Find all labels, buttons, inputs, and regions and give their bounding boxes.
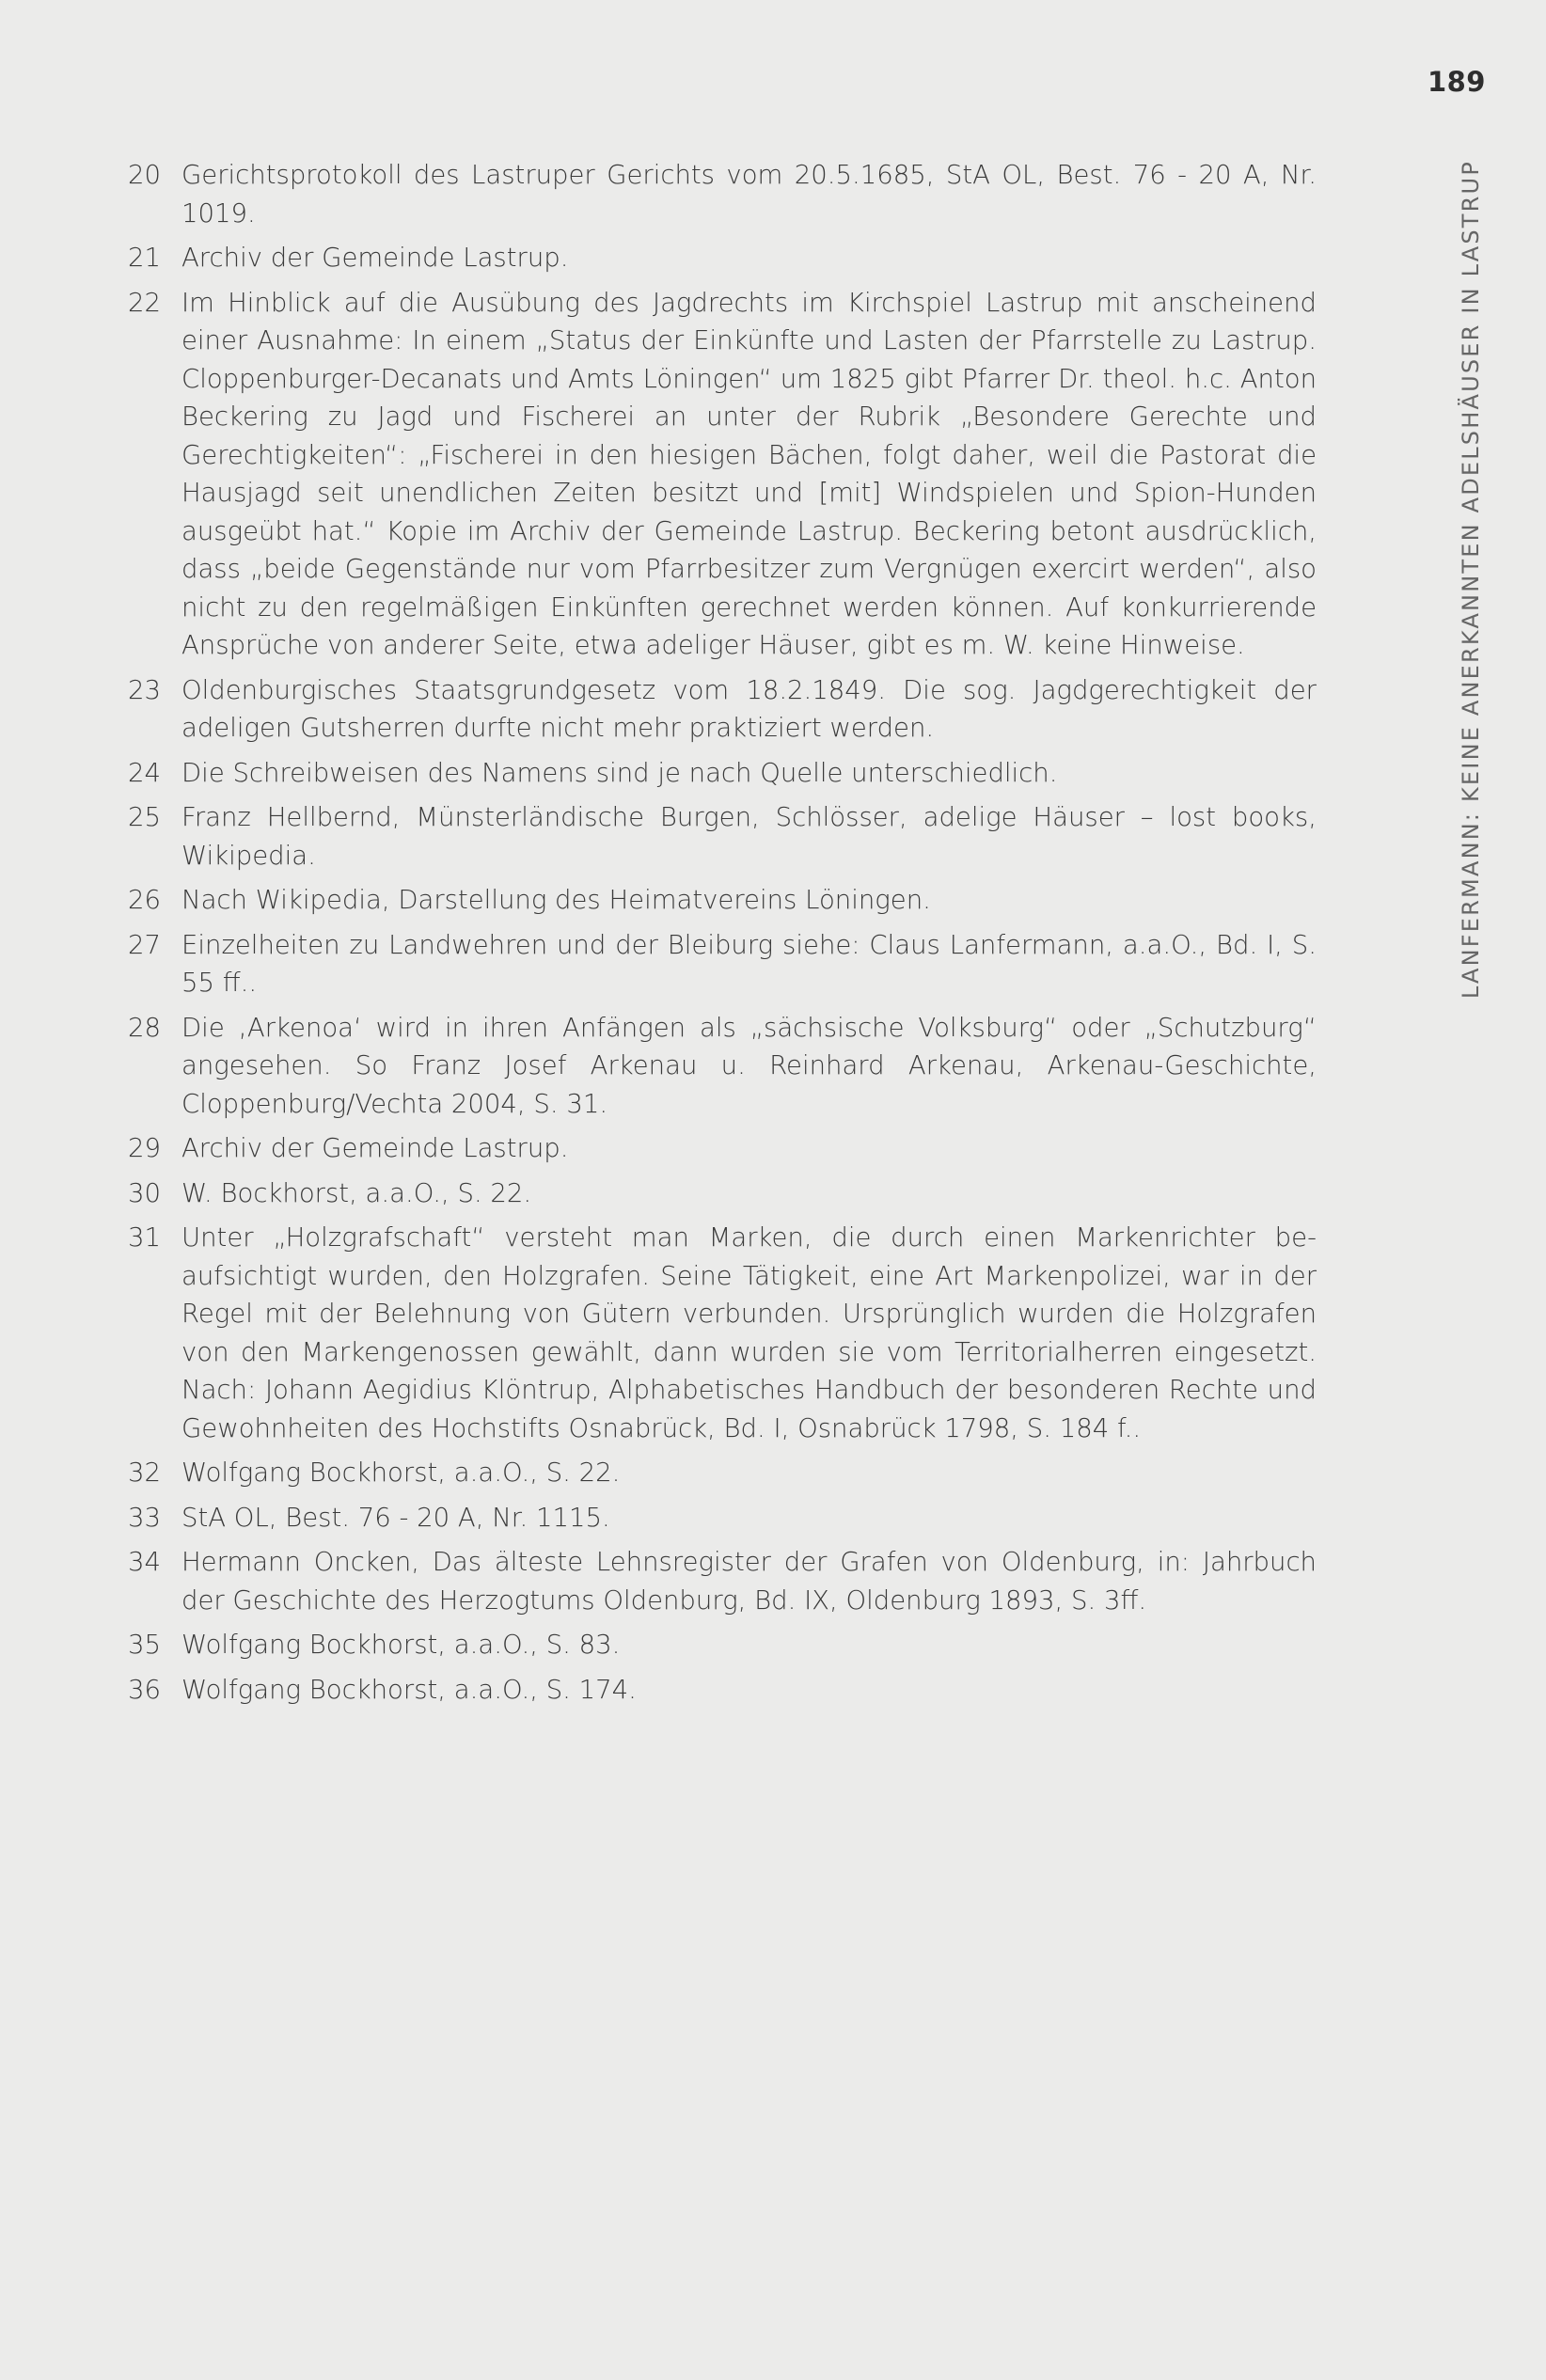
footnote-number: 26 <box>128 885 161 915</box>
footnote-number: 25 <box>128 802 161 832</box>
footnote <box>122 798 1317 875</box>
footnote-number: 36 <box>128 1674 161 1705</box>
footnote-text: Oldenburgisches Staatsgrundgesetz vom 18.2.1849. Die sog. Jagdgerechtigkeit der adeligen Gutsherren durfte nicht mehr praktiziert werden. <box>181 674 1317 743</box>
footnote-text: StA OL, Best. 76 - 20 A, Nr. 1115. <box>181 1502 610 1533</box>
footnote-text: Franz Hellbernd, Münsterländische Burgen, Schlösser, adelige Häuser – lost books, Wikipedia. <box>181 802 1317 871</box>
footnote-number: 21 <box>128 243 161 273</box>
footnote <box>122 1454 1317 1492</box>
footnote-text: Die Schreibweisen des Namens sind je nach Quelle unterschiedlich. <box>181 757 1058 788</box>
footnote-text: Archiv der Gemeinde Lastrup. <box>181 1133 569 1163</box>
footnote-number: 31 <box>128 1222 161 1253</box>
footnote-number: 27 <box>128 929 161 960</box>
running-head-text: LANFERMANN: KEINE ANERKANNTEN ADELSHÄUSER IN LASTRUP <box>1458 160 1484 1000</box>
footnote-list <box>122 156 1317 1715</box>
footnote <box>122 1174 1317 1213</box>
footnote-text: W. Bockhorst, a.a.O., S. 22. <box>181 1177 532 1208</box>
footnote <box>122 754 1317 793</box>
footnote <box>122 1129 1317 1168</box>
footnote <box>122 671 1317 748</box>
footnote-number: 20 <box>128 160 161 190</box>
footnote-number: 29 <box>128 1133 161 1163</box>
footnote <box>122 1499 1317 1537</box>
footnote-number: 33 <box>128 1502 161 1533</box>
footnote-text: Einzelheiten zu Landwehren und der Bleiburg siehe: Claus Lanfermann, a.a.O., Bd. I, S. 55 ff.. <box>181 929 1317 998</box>
footnote-text: Wolfgang Bockhorst, a.a.O., S. 174. <box>181 1674 637 1705</box>
footnote-text: Unter „Holzgrafschaft“ versteht man Marken, die durch einen Markenrichter beaufsichtigt wurden, den Holzgrafen. Seine Tätigkeit, eine Art Markenpolizei, war in der Regel mit der Belehnung von Gütern verbunden. Ursprünglich wurden die Holzgrafen von den Markengenossen gewählt, dann wurden sie vom Territorialherren eingesetzt. Nach: Johann Aegidius Klöntrup, Alphabetisches Handbuch der besonderen Rechte und Gewohnheiten des Hochstifts Osnabrück, Bd. I, Osnabrück 1798, S. 184 f.. <box>181 1222 1317 1443</box>
footnote-text: Hermann Oncken, Das älteste Lehnsregister der Grafen von Oldenburg, in: Jahrbuch der Geschichte des Herzogtums Oldenburg, Bd. IX, Oldenburg 1893, S. 3ff. <box>181 1547 1317 1616</box>
footnote-number: 35 <box>128 1630 161 1660</box>
running-head <box>1446 160 1484 1025</box>
footnote-number: 23 <box>128 674 161 705</box>
footnote-number: 30 <box>128 1177 161 1208</box>
page-number: 189 <box>1427 66 1486 98</box>
footnote-number: 34 <box>128 1547 161 1577</box>
footnote <box>122 1671 1317 1710</box>
footnote <box>122 1543 1317 1619</box>
footnote-number: 28 <box>128 1012 161 1043</box>
footnote <box>122 1009 1317 1124</box>
footnote-number: 22 <box>128 287 161 318</box>
footnote-text: Die ‚Arkenoa‘ wird in ihren Anfängen als „sächsische Volksburg“ oder „Schutzburg“ angesehen. So Franz Josef Arkenau u. Reinhard Arkenau, Arkenau-Geschichte, Cloppenburg/Vechta 2004, S. 31. <box>181 1012 1317 1119</box>
footnote-text: Im Hinblick auf die Ausübung des Jagdrechts im Kirchspiel Lastrup mit anscheinend einer Ausnahme: In einem „Status der Einkünfte und Lasten der Pfarrstelle zu Lastrup. Cloppenburger-Decanats und Amts Löningen“ um 1825 gibt Pfarrer Dr. theol. h.c. Anton Beckering zu Jagd und Fischerei an unter der Rubrik „Besondere Gerechte und Gerechtigkeiten“: „Fischerei in den hiesigen Bächen, folgt daher, weil die Pastorat die Hausjagd seit unendlichen Zeiten besitzt und [mit] Windspielen und Spion-Hunden ausgeübt hat.“ Kopie im Archiv der Gemeinde Lastrup. Beckering betont ausdrücklich, dass „beide Gegenstände nur vom Pfarrbesitzer zum Vergnügen exercirt werden“, also nicht zu den regelmäßigen Einkünften gerechnet werden können. Auf konkurrierende Ansprüche von anderer Seite, etwa adeliger Häuser, gibt es m. W. keine Hinweise. <box>181 287 1317 660</box>
footnote <box>122 156 1317 232</box>
footnote <box>122 881 1317 920</box>
footnote-text: Wolfgang Bockhorst, a.a.O., S. 83. <box>181 1630 621 1660</box>
footnote <box>122 284 1317 665</box>
footnote <box>122 1219 1317 1447</box>
footnote-number: 24 <box>128 757 161 788</box>
footnote <box>122 1626 1317 1664</box>
footnote-text: Gerichtsprotokoll des Lastruper Gerichts vom 20.5.1685, StA OL, Best. 76 - 20 A, Nr. 1019. <box>181 160 1317 229</box>
footnote-number: 32 <box>128 1458 161 1488</box>
footnote-text: Archiv der Gemeinde Lastrup. <box>181 243 569 273</box>
footnote-text: Wolfgang Bockhorst, a.a.O., S. 22. <box>181 1458 621 1488</box>
footnote <box>122 926 1317 1002</box>
footnote <box>122 239 1317 277</box>
footnote-text: Nach Wikipedia, Darstellung des Heimatvereins Löningen. <box>181 885 931 915</box>
